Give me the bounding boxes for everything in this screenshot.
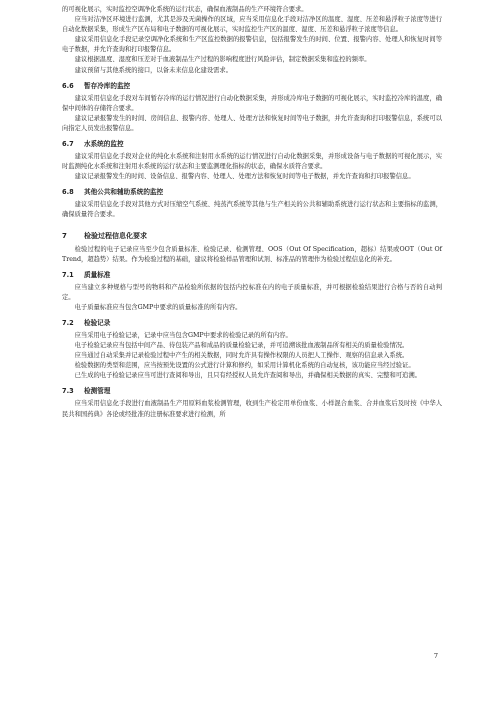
paragraph: 应当通过自动采集并记录检验过程中产生的相关数据，同时允许具有操作权限的人员把人工操作、观察的信息录入系统。	[74, 352, 409, 360]
section-heading	[62, 230, 442, 242]
paragraph: 建议根据温度、湿度和压差对于血液制品生产过程的影响程度进行风险评估，制定数据采集和监控的频率。	[74, 56, 371, 64]
subsection-heading	[62, 318, 442, 329]
heading-number: 7.1	[62, 270, 74, 279]
heading-number: 6.7	[62, 140, 74, 149]
paragraph: 检验数据的类型和范围，应当按预先设置的公式进行计算和修约，如采用计算机化系统的自动复核，该功能应当经过验证。	[74, 362, 415, 370]
subsection-heading	[62, 187, 442, 198]
heading-text: 检测管理	[84, 387, 111, 396]
subsection-heading	[62, 386, 442, 397]
heading-text: 暂存冷库的监控	[84, 81, 131, 90]
heading-number: 6.8	[62, 188, 74, 197]
paragraph: 建议采用信息化手段对其他方式对压缩空气系统、纯蒸汽系统等其他与生产相关的公共和辅助系统进行运行状态和主要指标的监测，确保质量符合要求。	[62, 201, 442, 219]
heading-number: 7.2	[62, 318, 74, 327]
heading-text: 其他公共和辅助系统的监控	[84, 188, 164, 197]
paragraph: 应当对洁净区环境进行监测，尤其是涉及无菌操作的区域，应当采用信息化手段对洁净区的温度、湿度、压差和悬浮粒子浓度等进行自动化数据采集，形成生产区布局和电子数据的可视化展示，实时监控生产区的温度、湿度、压差和悬浮粒子浓度等信息。	[62, 16, 442, 34]
heading-text: 水系统的监控	[84, 140, 124, 149]
page-number: 7	[433, 652, 438, 660]
paragraph: 应当采用电子检验记录，记录中应当包含GMP中要求的检验记录的所有内容。	[74, 331, 292, 339]
paragraph: 建议采用信息化手段对企业的纯化水系统和注射用水系统的运行情况进行自动化数据采集，并形成设备与电子数据的可视化展示，实时监测纯化水系统和注射用水系统的运行状态和主要监测理化指标的状态，确保水质符合要求。	[62, 153, 442, 171]
heading-text: 检验记录	[84, 318, 111, 327]
paragraph: 电子质量标准应当包含GMP中要求的质量标准的所有内容。	[74, 303, 242, 311]
paragraph: 建议采用信息化手段对车间暂存冷库的运行情况进行自动化数据采集，并形成冷库电子数据的可视化展示，实时监控冷库的温度，确保中间体的存储符合要求。	[62, 94, 442, 112]
paragraph: 建议预留与其他系统的接口，以备未来信息化建设需求。	[74, 66, 233, 74]
paragraph: 建议采用信息化手段记录空调净化系统和生产区监控数据的报警信息，包括报警发生的时间、位置、报警内容、处理人和恢复时间等电子数据，并允许查询和打印报警信息。	[62, 36, 442, 54]
paragraph: 检验过程的电子记录应当至少包含质量标准、检验记录、检测管理、OOS（Out Of Specification，超标）结果或OOT（Out Of Trend，超趋势）结果。作为检验过程的基础，建议将检验样品管理和试剂、标准品的管理作为检验过程信息化的补充。	[62, 245, 442, 263]
heading-number: 7.3	[62, 387, 74, 396]
subsection-heading	[62, 81, 442, 92]
paragraph: 建议记录报警发生的时间、房间信息、报警内容、处理人、处理方法和恢复时间等电子数据，并允许查询和打印报警信息，系统可以向指定人员发出报警信息。	[62, 114, 442, 132]
paragraph: 电子检验记录应当包括中间产品、待包装产品和成品的质量检验记录，并可追溯该批血液制品所有相关的质量检验情况。	[74, 342, 409, 350]
paragraph: 应当采用信息化手段进行血液制品生产用原料血浆检测管理，收到生产检定用单份血浆、小样混合血浆、合并血浆后及时按《中华人民共和国药典》各论或经批准的注册标准要求进行检测，所	[62, 400, 442, 418]
heading-text: 检验过程信息化要求	[84, 231, 147, 240]
heading-text: 质量标准	[84, 270, 111, 279]
subsection-heading	[62, 139, 442, 150]
heading-number: 6.6	[62, 81, 74, 90]
paragraph: 已生成的电子检验记录应当可进行查阅和导出，且只有经授权人员允许查阅和导出，并确保相关数据的真实、完整和可追溯。	[74, 372, 421, 380]
paragraph: 的可视化展示，实时监控空调净化系统的运行状态，确保血液制品的生产环境符合要求。	[62, 6, 308, 13]
paragraph: 应当建立多种规格与型号的物料和产品检验所依据的包括内控标准在内的电子质量标准，并可根据检验结果进行合格与否的自动判定。	[62, 283, 442, 301]
subsection-heading	[62, 270, 442, 281]
heading-number: 7	[62, 231, 67, 240]
page-content	[62, 5, 442, 420]
paragraph: 建议记录报警发生的时间、设备信息、报警内容、处理人、处理方法和恢复时间等电子数据，并允许查询和打印报警信息。	[74, 173, 415, 181]
